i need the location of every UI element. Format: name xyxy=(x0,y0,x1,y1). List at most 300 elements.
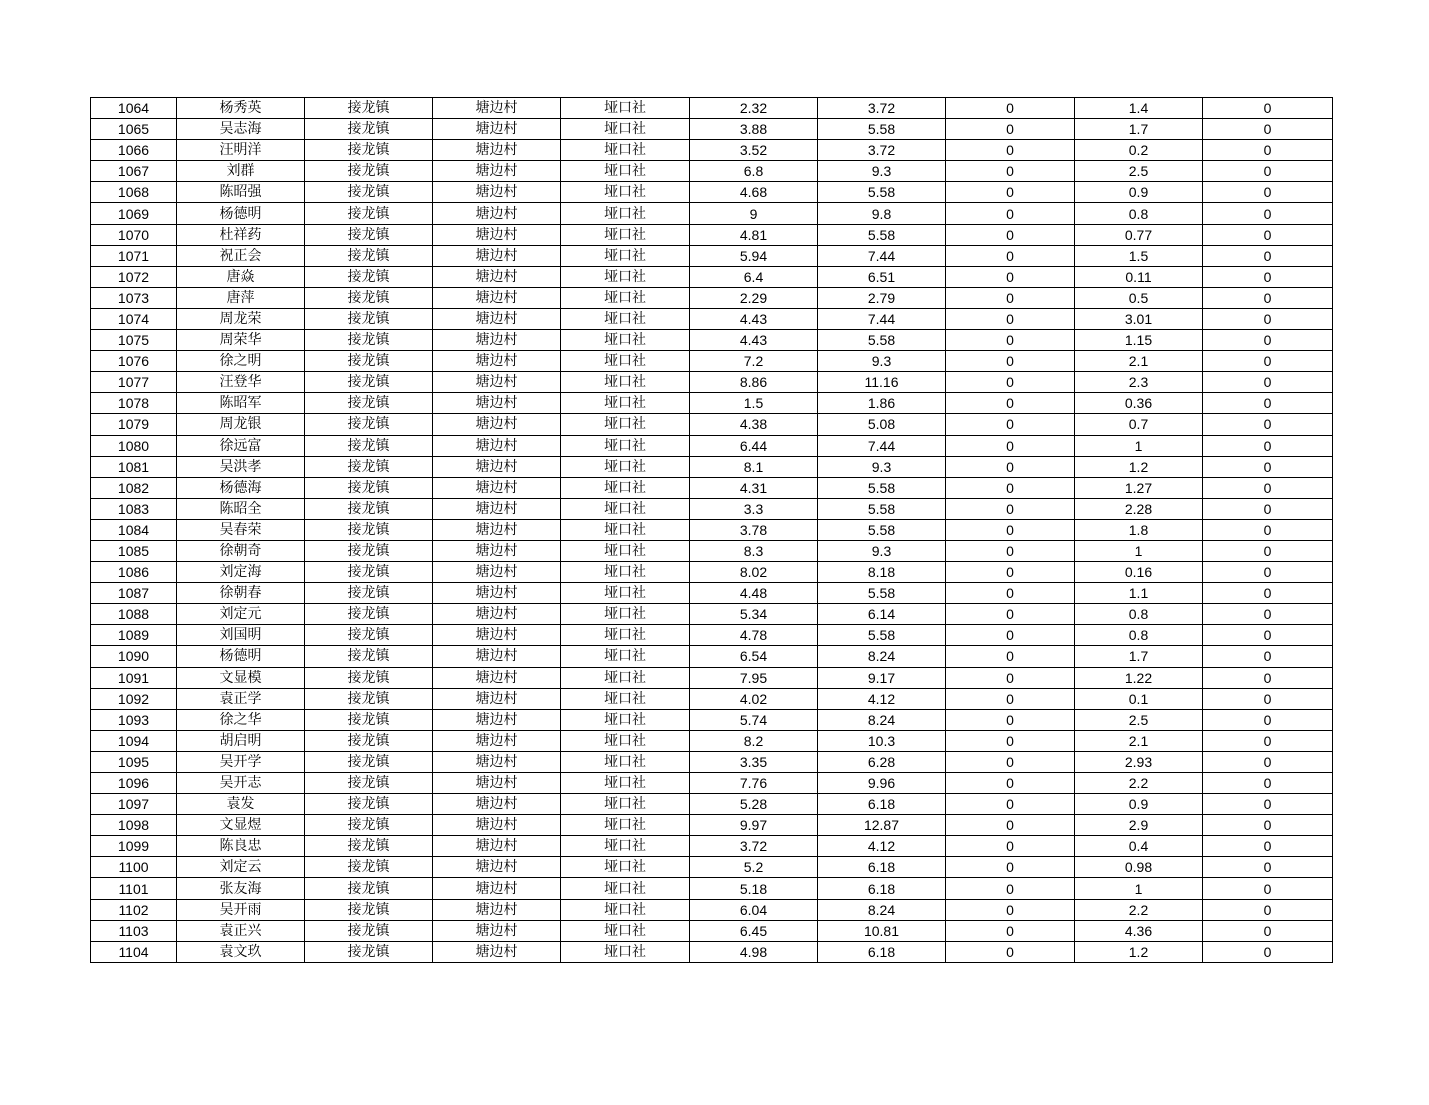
table-row xyxy=(91,224,1333,245)
village-cell: 塘边村 xyxy=(433,625,561,646)
id-cell: 1098 xyxy=(91,815,177,836)
village-cell: 塘边村 xyxy=(433,709,561,730)
value-e-cell: 0 xyxy=(1203,161,1333,182)
value-c-cell: 0 xyxy=(946,203,1075,224)
table-row xyxy=(91,519,1333,540)
id-cell: 1078 xyxy=(91,393,177,414)
value-c-cell: 0 xyxy=(946,477,1075,498)
value-c-cell: 0 xyxy=(946,351,1075,372)
id-cell: 1102 xyxy=(91,899,177,920)
value-a-cell: 6.45 xyxy=(690,920,818,941)
village-cell: 塘边村 xyxy=(433,519,561,540)
value-a-cell: 4.31 xyxy=(690,477,818,498)
village-cell: 塘边村 xyxy=(433,604,561,625)
value-c-cell: 0 xyxy=(946,815,1075,836)
table-row xyxy=(91,836,1333,857)
id-cell: 1095 xyxy=(91,751,177,772)
value-b-cell: 7.44 xyxy=(818,308,946,329)
village-cell: 塘边村 xyxy=(433,667,561,688)
group-cell: 垭口社 xyxy=(561,330,690,351)
village-cell: 塘边村 xyxy=(433,878,561,899)
town-cell: 接龙镇 xyxy=(305,583,433,604)
town-cell: 接龙镇 xyxy=(305,878,433,899)
group-cell: 垭口社 xyxy=(561,119,690,140)
village-cell: 塘边村 xyxy=(433,245,561,266)
value-e-cell: 0 xyxy=(1203,224,1333,245)
value-c-cell: 0 xyxy=(946,646,1075,667)
value-c-cell: 0 xyxy=(946,435,1075,456)
name-cell: 刘国明 xyxy=(177,625,305,646)
table-row xyxy=(91,330,1333,351)
id-cell: 1066 xyxy=(91,140,177,161)
table-row xyxy=(91,435,1333,456)
id-cell: 1085 xyxy=(91,540,177,561)
value-d-cell: 1.15 xyxy=(1075,330,1203,351)
name-cell: 陈昭强 xyxy=(177,182,305,203)
town-cell: 接龙镇 xyxy=(305,224,433,245)
group-cell: 垭口社 xyxy=(561,519,690,540)
value-b-cell: 9.3 xyxy=(818,161,946,182)
value-a-cell: 3.72 xyxy=(690,836,818,857)
value-e-cell: 0 xyxy=(1203,773,1333,794)
town-cell: 接龙镇 xyxy=(305,351,433,372)
value-e-cell: 0 xyxy=(1203,751,1333,772)
town-cell: 接龙镇 xyxy=(305,899,433,920)
village-cell: 塘边村 xyxy=(433,562,561,583)
id-cell: 1081 xyxy=(91,456,177,477)
value-a-cell: 8.86 xyxy=(690,372,818,393)
value-a-cell: 4.43 xyxy=(690,308,818,329)
town-cell: 接龙镇 xyxy=(305,941,433,962)
id-cell: 1094 xyxy=(91,730,177,751)
value-d-cell: 2.2 xyxy=(1075,899,1203,920)
town-cell: 接龙镇 xyxy=(305,393,433,414)
value-b-cell: 8.24 xyxy=(818,646,946,667)
value-b-cell: 11.16 xyxy=(818,372,946,393)
value-a-cell: 2.32 xyxy=(690,98,818,119)
id-cell: 1065 xyxy=(91,119,177,140)
value-b-cell: 6.18 xyxy=(818,857,946,878)
value-d-cell: 0.1 xyxy=(1075,688,1203,709)
town-cell: 接龙镇 xyxy=(305,625,433,646)
value-a-cell: 4.81 xyxy=(690,224,818,245)
group-cell: 垭口社 xyxy=(561,477,690,498)
name-cell: 唐萍 xyxy=(177,287,305,308)
table-row xyxy=(91,878,1333,899)
value-b-cell: 6.18 xyxy=(818,941,946,962)
id-cell: 1084 xyxy=(91,519,177,540)
town-cell: 接龙镇 xyxy=(305,266,433,287)
value-d-cell: 0.36 xyxy=(1075,393,1203,414)
data-table xyxy=(90,97,1333,963)
value-b-cell: 5.58 xyxy=(818,498,946,519)
town-cell: 接龙镇 xyxy=(305,245,433,266)
table-row xyxy=(91,646,1333,667)
town-cell: 接龙镇 xyxy=(305,540,433,561)
value-a-cell: 5.2 xyxy=(690,857,818,878)
value-c-cell: 0 xyxy=(946,308,1075,329)
town-cell: 接龙镇 xyxy=(305,815,433,836)
group-cell: 垭口社 xyxy=(561,372,690,393)
town-cell: 接龙镇 xyxy=(305,330,433,351)
value-c-cell: 0 xyxy=(946,182,1075,203)
value-a-cell: 4.38 xyxy=(690,414,818,435)
group-cell: 垭口社 xyxy=(561,773,690,794)
name-cell: 吴开学 xyxy=(177,751,305,772)
value-b-cell: 6.18 xyxy=(818,878,946,899)
id-cell: 1071 xyxy=(91,245,177,266)
value-a-cell: 5.18 xyxy=(690,878,818,899)
value-c-cell: 0 xyxy=(946,456,1075,477)
value-c-cell: 0 xyxy=(946,393,1075,414)
village-cell: 塘边村 xyxy=(433,920,561,941)
value-d-cell: 1.4 xyxy=(1075,98,1203,119)
value-d-cell: 0.16 xyxy=(1075,562,1203,583)
table-row xyxy=(91,941,1333,962)
id-cell: 1073 xyxy=(91,287,177,308)
value-e-cell: 0 xyxy=(1203,625,1333,646)
value-c-cell: 0 xyxy=(946,836,1075,857)
table-row xyxy=(91,899,1333,920)
value-b-cell: 6.14 xyxy=(818,604,946,625)
group-cell: 垭口社 xyxy=(561,794,690,815)
village-cell: 塘边村 xyxy=(433,857,561,878)
name-cell: 袁文玖 xyxy=(177,941,305,962)
id-cell: 1104 xyxy=(91,941,177,962)
name-cell: 徐之明 xyxy=(177,351,305,372)
village-cell: 塘边村 xyxy=(433,140,561,161)
group-cell: 垭口社 xyxy=(561,540,690,561)
value-e-cell: 0 xyxy=(1203,435,1333,456)
value-e-cell: 0 xyxy=(1203,667,1333,688)
value-d-cell: 0.8 xyxy=(1075,625,1203,646)
value-e-cell: 0 xyxy=(1203,98,1333,119)
value-b-cell: 5.58 xyxy=(818,330,946,351)
value-a-cell: 7.95 xyxy=(690,667,818,688)
group-cell: 垭口社 xyxy=(561,751,690,772)
value-d-cell: 2.5 xyxy=(1075,161,1203,182)
village-cell: 塘边村 xyxy=(433,773,561,794)
value-c-cell: 0 xyxy=(946,794,1075,815)
value-b-cell: 8.24 xyxy=(818,899,946,920)
name-cell: 吴志海 xyxy=(177,119,305,140)
id-cell: 1067 xyxy=(91,161,177,182)
id-cell: 1100 xyxy=(91,857,177,878)
value-c-cell: 0 xyxy=(946,751,1075,772)
value-b-cell: 6.28 xyxy=(818,751,946,772)
village-cell: 塘边村 xyxy=(433,182,561,203)
id-cell: 1097 xyxy=(91,794,177,815)
value-b-cell: 2.79 xyxy=(818,287,946,308)
value-b-cell: 5.58 xyxy=(818,477,946,498)
value-d-cell: 2.3 xyxy=(1075,372,1203,393)
id-cell: 1103 xyxy=(91,920,177,941)
name-cell: 周荣华 xyxy=(177,330,305,351)
town-cell: 接龙镇 xyxy=(305,498,433,519)
value-e-cell: 0 xyxy=(1203,456,1333,477)
name-cell: 文显模 xyxy=(177,667,305,688)
group-cell: 垭口社 xyxy=(561,688,690,709)
value-d-cell: 1 xyxy=(1075,435,1203,456)
value-d-cell: 1.2 xyxy=(1075,941,1203,962)
group-cell: 垭口社 xyxy=(561,224,690,245)
town-cell: 接龙镇 xyxy=(305,477,433,498)
table-row xyxy=(91,920,1333,941)
village-cell: 塘边村 xyxy=(433,266,561,287)
name-cell: 汪登华 xyxy=(177,372,305,393)
value-a-cell: 4.78 xyxy=(690,625,818,646)
value-e-cell: 0 xyxy=(1203,604,1333,625)
town-cell: 接龙镇 xyxy=(305,287,433,308)
id-cell: 1075 xyxy=(91,330,177,351)
table-row xyxy=(91,414,1333,435)
name-cell: 徐远富 xyxy=(177,435,305,456)
value-b-cell: 5.58 xyxy=(818,583,946,604)
value-a-cell: 8.2 xyxy=(690,730,818,751)
town-cell: 接龙镇 xyxy=(305,372,433,393)
name-cell: 袁发 xyxy=(177,794,305,815)
town-cell: 接龙镇 xyxy=(305,646,433,667)
value-c-cell: 0 xyxy=(946,245,1075,266)
town-cell: 接龙镇 xyxy=(305,836,433,857)
town-cell: 接龙镇 xyxy=(305,794,433,815)
value-b-cell: 6.51 xyxy=(818,266,946,287)
village-cell: 塘边村 xyxy=(433,540,561,561)
value-d-cell: 3.01 xyxy=(1075,308,1203,329)
value-d-cell: 1 xyxy=(1075,540,1203,561)
value-e-cell: 0 xyxy=(1203,203,1333,224)
value-c-cell: 0 xyxy=(946,857,1075,878)
village-cell: 塘边村 xyxy=(433,161,561,182)
town-cell: 接龙镇 xyxy=(305,688,433,709)
id-cell: 1101 xyxy=(91,878,177,899)
value-b-cell: 9.3 xyxy=(818,456,946,477)
value-d-cell: 1.5 xyxy=(1075,245,1203,266)
value-c-cell: 0 xyxy=(946,878,1075,899)
value-e-cell: 0 xyxy=(1203,899,1333,920)
value-b-cell: 9.17 xyxy=(818,667,946,688)
value-c-cell: 0 xyxy=(946,540,1075,561)
group-cell: 垭口社 xyxy=(561,287,690,308)
value-b-cell: 5.08 xyxy=(818,414,946,435)
value-e-cell: 0 xyxy=(1203,583,1333,604)
value-e-cell: 0 xyxy=(1203,794,1333,815)
value-c-cell: 0 xyxy=(946,773,1075,794)
id-cell: 1064 xyxy=(91,98,177,119)
town-cell: 接龙镇 xyxy=(305,140,433,161)
value-a-cell: 3.52 xyxy=(690,140,818,161)
value-a-cell: 4.68 xyxy=(690,182,818,203)
table-row xyxy=(91,98,1333,119)
village-cell: 塘边村 xyxy=(433,435,561,456)
table-row xyxy=(91,351,1333,372)
id-cell: 1080 xyxy=(91,435,177,456)
value-c-cell: 0 xyxy=(946,372,1075,393)
name-cell: 杜祥药 xyxy=(177,224,305,245)
value-e-cell: 0 xyxy=(1203,815,1333,836)
value-e-cell: 0 xyxy=(1203,351,1333,372)
value-e-cell: 0 xyxy=(1203,857,1333,878)
value-b-cell: 8.24 xyxy=(818,709,946,730)
village-cell: 塘边村 xyxy=(433,646,561,667)
value-e-cell: 0 xyxy=(1203,308,1333,329)
value-a-cell: 5.94 xyxy=(690,245,818,266)
group-cell: 垭口社 xyxy=(561,140,690,161)
id-cell: 1079 xyxy=(91,414,177,435)
value-b-cell: 12.87 xyxy=(818,815,946,836)
town-cell: 接龙镇 xyxy=(305,857,433,878)
town-cell: 接龙镇 xyxy=(305,414,433,435)
name-cell: 杨秀英 xyxy=(177,98,305,119)
value-d-cell: 0.11 xyxy=(1075,266,1203,287)
group-cell: 垭口社 xyxy=(561,730,690,751)
value-c-cell: 0 xyxy=(946,709,1075,730)
value-b-cell: 5.58 xyxy=(818,119,946,140)
table-row xyxy=(91,498,1333,519)
value-b-cell: 7.44 xyxy=(818,245,946,266)
value-c-cell: 0 xyxy=(946,266,1075,287)
value-c-cell: 0 xyxy=(946,140,1075,161)
value-e-cell: 0 xyxy=(1203,372,1333,393)
table-row xyxy=(91,815,1333,836)
village-cell: 塘边村 xyxy=(433,372,561,393)
table-row xyxy=(91,119,1333,140)
group-cell: 垭口社 xyxy=(561,625,690,646)
table-row xyxy=(91,203,1333,224)
id-cell: 1076 xyxy=(91,351,177,372)
value-d-cell: 2.2 xyxy=(1075,773,1203,794)
value-e-cell: 0 xyxy=(1203,836,1333,857)
value-d-cell: 4.36 xyxy=(1075,920,1203,941)
village-cell: 塘边村 xyxy=(433,224,561,245)
id-cell: 1093 xyxy=(91,709,177,730)
value-d-cell: 0.77 xyxy=(1075,224,1203,245)
value-d-cell: 1.27 xyxy=(1075,477,1203,498)
value-b-cell: 5.58 xyxy=(818,519,946,540)
value-e-cell: 0 xyxy=(1203,182,1333,203)
value-c-cell: 0 xyxy=(946,414,1075,435)
id-cell: 1074 xyxy=(91,308,177,329)
value-d-cell: 2.93 xyxy=(1075,751,1203,772)
value-e-cell: 0 xyxy=(1203,562,1333,583)
value-d-cell: 2.5 xyxy=(1075,709,1203,730)
name-cell: 唐焱 xyxy=(177,266,305,287)
value-e-cell: 0 xyxy=(1203,519,1333,540)
name-cell: 陈良忠 xyxy=(177,836,305,857)
name-cell: 杨德明 xyxy=(177,203,305,224)
group-cell: 垭口社 xyxy=(561,646,690,667)
table-row xyxy=(91,477,1333,498)
village-cell: 塘边村 xyxy=(433,941,561,962)
value-c-cell: 0 xyxy=(946,161,1075,182)
village-cell: 塘边村 xyxy=(433,899,561,920)
table-row xyxy=(91,604,1333,625)
value-a-cell: 6.4 xyxy=(690,266,818,287)
village-cell: 塘边村 xyxy=(433,836,561,857)
value-b-cell: 9.8 xyxy=(818,203,946,224)
value-b-cell: 3.72 xyxy=(818,140,946,161)
value-c-cell: 0 xyxy=(946,519,1075,540)
name-cell: 刘群 xyxy=(177,161,305,182)
table-row xyxy=(91,245,1333,266)
value-a-cell: 7.76 xyxy=(690,773,818,794)
value-a-cell: 5.74 xyxy=(690,709,818,730)
name-cell: 吴开志 xyxy=(177,773,305,794)
value-d-cell: 0.8 xyxy=(1075,604,1203,625)
value-e-cell: 0 xyxy=(1203,498,1333,519)
id-cell: 1072 xyxy=(91,266,177,287)
group-cell: 垭口社 xyxy=(561,351,690,372)
name-cell: 徐朝春 xyxy=(177,583,305,604)
value-e-cell: 0 xyxy=(1203,941,1333,962)
value-e-cell: 0 xyxy=(1203,287,1333,308)
group-cell: 垭口社 xyxy=(561,878,690,899)
value-c-cell: 0 xyxy=(946,625,1075,646)
value-b-cell: 6.18 xyxy=(818,794,946,815)
village-cell: 塘边村 xyxy=(433,456,561,477)
group-cell: 垭口社 xyxy=(561,161,690,182)
id-cell: 1070 xyxy=(91,224,177,245)
group-cell: 垭口社 xyxy=(561,393,690,414)
table-body xyxy=(91,98,1333,963)
name-cell: 汪明洋 xyxy=(177,140,305,161)
village-cell: 塘边村 xyxy=(433,583,561,604)
id-cell: 1089 xyxy=(91,625,177,646)
value-b-cell: 3.72 xyxy=(818,98,946,119)
value-a-cell: 5.34 xyxy=(690,604,818,625)
value-c-cell: 0 xyxy=(946,899,1075,920)
value-c-cell: 0 xyxy=(946,287,1075,308)
value-d-cell: 1 xyxy=(1075,878,1203,899)
value-c-cell: 0 xyxy=(946,562,1075,583)
value-a-cell: 9 xyxy=(690,203,818,224)
village-cell: 塘边村 xyxy=(433,351,561,372)
group-cell: 垭口社 xyxy=(561,498,690,519)
town-cell: 接龙镇 xyxy=(305,161,433,182)
id-cell: 1082 xyxy=(91,477,177,498)
value-b-cell: 10.3 xyxy=(818,730,946,751)
town-cell: 接龙镇 xyxy=(305,98,433,119)
id-cell: 1088 xyxy=(91,604,177,625)
value-e-cell: 0 xyxy=(1203,878,1333,899)
group-cell: 垭口社 xyxy=(561,456,690,477)
value-d-cell: 0.8 xyxy=(1075,203,1203,224)
name-cell: 刘定海 xyxy=(177,562,305,583)
value-c-cell: 0 xyxy=(946,330,1075,351)
value-d-cell: 1.2 xyxy=(1075,456,1203,477)
village-cell: 塘边村 xyxy=(433,815,561,836)
value-b-cell: 5.58 xyxy=(818,625,946,646)
value-b-cell: 8.18 xyxy=(818,562,946,583)
id-cell: 1091 xyxy=(91,667,177,688)
table-row xyxy=(91,540,1333,561)
name-cell: 吴春荣 xyxy=(177,519,305,540)
table-row xyxy=(91,773,1333,794)
value-d-cell: 1.7 xyxy=(1075,119,1203,140)
value-e-cell: 0 xyxy=(1203,920,1333,941)
name-cell: 陈昭全 xyxy=(177,498,305,519)
value-d-cell: 0.7 xyxy=(1075,414,1203,435)
value-a-cell: 9.97 xyxy=(690,815,818,836)
village-cell: 塘边村 xyxy=(433,751,561,772)
value-c-cell: 0 xyxy=(946,583,1075,604)
village-cell: 塘边村 xyxy=(433,287,561,308)
group-cell: 垭口社 xyxy=(561,182,690,203)
name-cell: 刘定云 xyxy=(177,857,305,878)
name-cell: 张友海 xyxy=(177,878,305,899)
value-d-cell: 1.1 xyxy=(1075,583,1203,604)
name-cell: 杨德明 xyxy=(177,646,305,667)
